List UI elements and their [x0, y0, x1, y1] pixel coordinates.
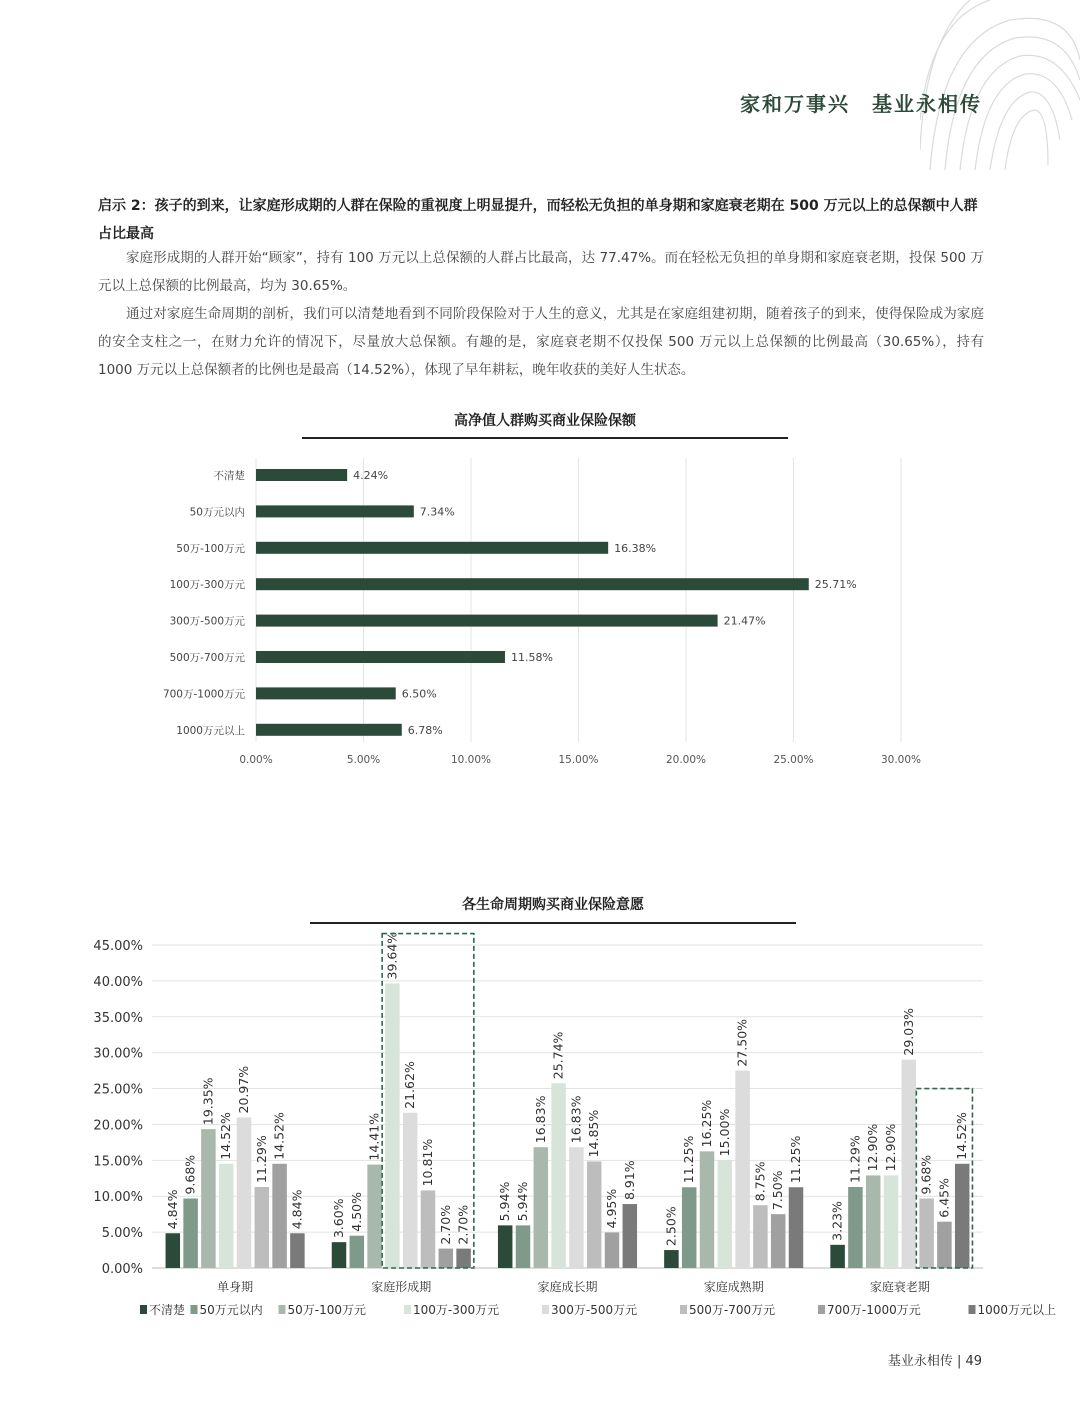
bar: [753, 1205, 768, 1268]
legend-label: 500万-700万元: [689, 1303, 776, 1317]
legend-swatch: [404, 1305, 411, 1314]
bar: [166, 1233, 181, 1268]
category-label: 700万-1000万元: [162, 688, 245, 701]
data-label: 4.50%: [348, 1191, 364, 1232]
data-label: 11.29%: [847, 1135, 863, 1183]
coverage-amount-bar-chart: [0, 450, 1080, 780]
bar: [219, 1164, 234, 1268]
data-label: 6.78%: [407, 723, 443, 737]
bar: [605, 1232, 620, 1268]
data-label: 15.00%: [716, 1108, 732, 1157]
category-label: 家庭成长期: [537, 1280, 598, 1294]
bar: [587, 1161, 602, 1268]
category-label: 家庭形成期: [371, 1280, 432, 1294]
page-footer: 基业永相传 | 49: [887, 1354, 982, 1369]
data-label: 14.52%: [218, 1112, 234, 1160]
bar: [955, 1164, 970, 1268]
data-label: 2.70%: [437, 1204, 453, 1245]
bar: [919, 1199, 934, 1268]
category-label: 家庭衰老期: [869, 1280, 930, 1294]
category-label: 不清楚: [213, 470, 245, 482]
data-label: 12.90%: [883, 1123, 898, 1172]
data-label: 21.47%: [723, 614, 766, 628]
section-heading: 启示 2：孩子的到来，让家庭形成期的人群在保险的重视度上明显提升，而轻松无负担的单身期和家庭衰老期在 500 万元以上的总保额中人群占比最高: [98, 198, 978, 242]
data-label: 6.50%: [401, 687, 437, 701]
x-tick-label: 30.00%: [880, 754, 922, 766]
bar: [735, 1071, 750, 1268]
data-label: 4.84%: [164, 1189, 180, 1230]
data-label: 9.68%: [918, 1154, 934, 1195]
data-label: 14.85%: [586, 1109, 602, 1158]
bar: [789, 1187, 804, 1268]
data-label: 5.94%: [497, 1181, 513, 1222]
y-tick-label: 25.00%: [93, 1082, 143, 1098]
data-label: 4.95%: [604, 1188, 619, 1229]
category-label: 500万-700万元: [169, 652, 245, 664]
chart1-title: 高净值人群购买商业保险保额: [454, 413, 636, 429]
chart2-title: 各生命周期购买商业保险意愿: [462, 897, 644, 913]
bar: [937, 1222, 952, 1268]
data-label: 2.50%: [663, 1206, 679, 1247]
bar: [848, 1187, 863, 1268]
x-tick-label: 15.00%: [558, 754, 599, 766]
data-label: 11.25%: [788, 1135, 803, 1184]
y-tick-label: 20.00%: [93, 1118, 143, 1134]
y-tick-label: 45.00%: [93, 939, 143, 954]
bar: [256, 469, 347, 481]
data-label: 20.97%: [236, 1065, 251, 1114]
chart2-title-rule: [310, 922, 796, 924]
bar: [623, 1204, 638, 1268]
legend-label: 50万-100万元: [287, 1303, 367, 1317]
bar: [421, 1190, 436, 1268]
legend-swatch: [191, 1305, 198, 1314]
data-label: 7.50%: [770, 1170, 786, 1211]
y-tick-label: 5.00%: [101, 1226, 143, 1242]
legend-label: 50万元以内: [199, 1303, 263, 1317]
legend-swatch: [818, 1305, 825, 1314]
data-label: 11.29%: [253, 1135, 269, 1183]
bar: [256, 724, 402, 736]
data-label: 16.83%: [532, 1095, 548, 1144]
bar: [255, 1187, 269, 1268]
bar: [403, 1113, 418, 1268]
x-tick-label: 5.00%: [346, 754, 381, 766]
data-label: 7.34%: [419, 505, 455, 519]
data-label: 3.23%: [829, 1201, 845, 1241]
legend-label: 100万-300万元: [413, 1303, 500, 1317]
bar: [367, 1165, 382, 1268]
y-tick-label: 0.00%: [101, 1262, 143, 1277]
bar: [830, 1245, 845, 1268]
bar: [256, 687, 396, 699]
data-label: 16.25%: [699, 1099, 714, 1148]
legend-swatch: [279, 1305, 286, 1314]
fingerprint-decoration: [920, 0, 1080, 170]
bar: [290, 1233, 305, 1268]
bar: [256, 578, 809, 590]
legend-label: 不清楚: [149, 1303, 186, 1317]
bar: [385, 983, 400, 1268]
bar: [332, 1242, 347, 1268]
y-tick-label: 10.00%: [93, 1190, 143, 1206]
x-tick-label: 25.00%: [773, 754, 814, 766]
category-label: 100万-300万元: [169, 579, 245, 592]
bar: [237, 1117, 252, 1268]
legend-swatch: [140, 1305, 147, 1314]
chart1-title-rule: [302, 437, 788, 439]
y-tick-label: 40.00%: [93, 974, 143, 990]
bar: [498, 1225, 513, 1268]
data-label: 4.24%: [353, 469, 389, 482]
data-label: 12.90%: [865, 1123, 881, 1172]
legend-swatch: [680, 1305, 687, 1314]
bar: [551, 1083, 566, 1268]
data-label: 3.60%: [331, 1198, 346, 1239]
category-label: 家庭成熟期: [703, 1280, 764, 1294]
data-label: 14.52%: [954, 1112, 970, 1160]
header-title: 家和万事兴 基业永相传: [740, 92, 982, 116]
bar: [350, 1236, 365, 1268]
data-label: 4.84%: [289, 1189, 305, 1230]
x-tick-label: 20.00%: [665, 754, 707, 766]
category-label: 单身期: [217, 1280, 254, 1294]
x-tick-label: 0.00%: [239, 754, 273, 766]
data-label: 27.50%: [734, 1018, 750, 1067]
data-label: 14.41%: [366, 1112, 382, 1161]
data-label: 11.58%: [510, 651, 553, 664]
bar: [183, 1199, 198, 1268]
data-label: 14.52%: [271, 1112, 287, 1160]
data-label: 8.91%: [621, 1160, 637, 1201]
bar: [569, 1147, 584, 1268]
data-label: 8.75%: [752, 1161, 768, 1202]
data-label: 25.71%: [814, 578, 857, 592]
bar: [256, 651, 505, 663]
bar: [700, 1151, 715, 1268]
bar: [256, 505, 414, 517]
bar: [439, 1249, 454, 1268]
legend-label: 300万-500万元: [551, 1303, 638, 1317]
data-label: 16.38%: [614, 541, 657, 555]
bar: [256, 615, 718, 627]
data-label: 21.62%: [402, 1061, 418, 1109]
data-label: 9.68%: [182, 1154, 198, 1195]
bar: [902, 1060, 917, 1268]
data-label: 5.94%: [515, 1181, 530, 1222]
bar: [534, 1147, 549, 1268]
data-label: 10.81%: [420, 1138, 435, 1187]
y-tick-label: 15.00%: [93, 1154, 143, 1170]
legend-swatch: [542, 1305, 549, 1314]
bar: [456, 1249, 471, 1268]
data-label: 19.35%: [200, 1077, 216, 1126]
legend-label: 1000万元以上: [977, 1303, 1057, 1317]
data-label: 29.03%: [900, 1007, 916, 1056]
data-label: 39.64%: [384, 931, 400, 980]
bar: [516, 1225, 531, 1268]
lifecycle-insurance-bar-chart: [0, 925, 1080, 1330]
y-tick-label: 30.00%: [93, 1046, 143, 1062]
y-tick-label: 35.00%: [93, 1010, 143, 1026]
data-label: 6.45%: [936, 1177, 952, 1218]
legend-label: 700万-1000万元: [827, 1303, 921, 1317]
bar: [201, 1129, 216, 1268]
paragraph: 通过对家庭生命周期的剖析，我们可以清楚地看到不同阶段保险对于人生的意义，尤其是在家庭组建初期，随着孩子的到来，使得保险成为家庭的安全支柱之一，在财力允许的情况下，尽量放大总保额。有趣的是，家庭衰老期不仅投保 500 万元以上总保额的比例最高（30.65%），持有 1000 万元以上总保额者的比例也是最高（14.52%），体现了早年耕耘，晚年收获的美好人生状态。: [98, 306, 984, 378]
bar: [664, 1250, 679, 1268]
category-label: 300万-500万元: [169, 615, 245, 628]
bar: [256, 542, 608, 554]
x-tick-label: 10.00%: [450, 754, 492, 766]
data-label: 11.25%: [681, 1135, 697, 1184]
paragraph: 家庭形成期的人群开始“顾家”，持有 100 万元以上总保额的人群占比最高，达 77.47%。而在轻松无负担的单身期和家庭衰老期，投保 500 万元以上总保额的比例最高，均为 30.65%。: [98, 250, 984, 294]
data-label: 25.74%: [550, 1031, 566, 1080]
category-label: 50万元以内: [189, 506, 245, 519]
bar: [771, 1214, 786, 1268]
bar: [866, 1175, 881, 1268]
data-label: 16.83%: [568, 1095, 584, 1144]
legend-swatch: [969, 1305, 976, 1314]
bar: [272, 1164, 287, 1268]
category-label: 1000万元以上: [176, 724, 245, 737]
data-label: 2.70%: [455, 1204, 471, 1245]
category-label: 50万-100万元: [176, 542, 245, 555]
bar: [718, 1160, 733, 1268]
bar: [884, 1175, 899, 1268]
bar: [682, 1187, 697, 1268]
